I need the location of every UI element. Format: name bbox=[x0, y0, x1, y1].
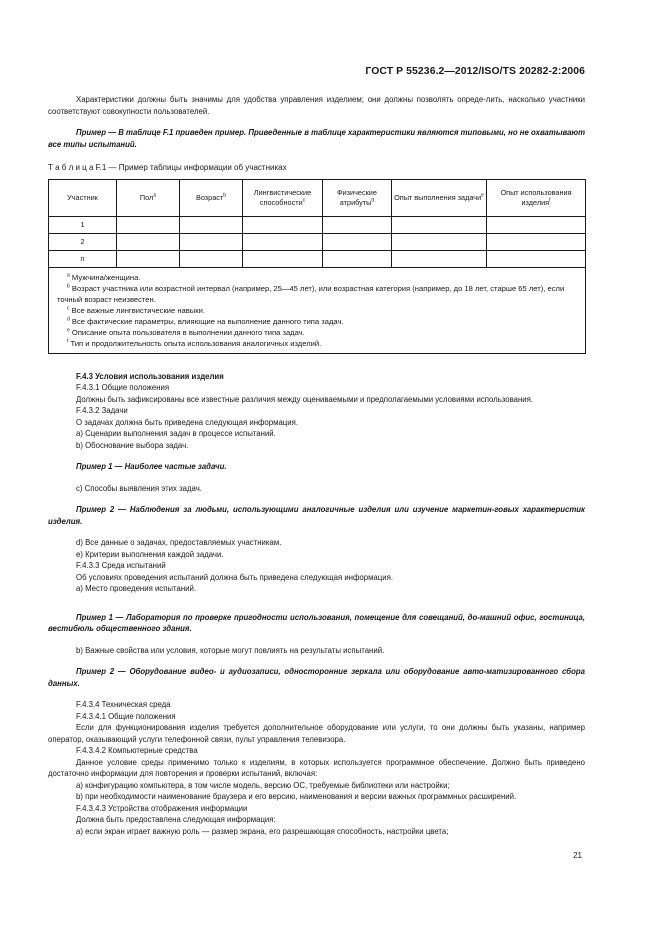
footnote: $^a$ Мужчина/женщина. bbox=[67, 271, 141, 282]
list-item: d) Все данные о задачах, предоставляемых участникам. bbox=[76, 538, 282, 547]
list-item: c) Способы выявления этих задач. bbox=[76, 483, 202, 493]
example: Пример 1 — Лаборатория по проверке пригодности использования, помещение для совещаний, до-машний офис, гостиница, вестибюль общественного здания. bbox=[48, 612, 585, 633]
table-row bbox=[49, 250, 586, 267]
example: Пример 2 — Наблюдения за людьми, использующими аналогичные изделия или изучение маркетин-говых характеристик изделия. bbox=[48, 505, 585, 526]
row-label: n bbox=[49, 250, 117, 267]
table-footnotes-row bbox=[49, 267, 586, 353]
col-participant: Участник bbox=[49, 179, 117, 216]
col-product-experience: Опыт использования изделия$^f$ bbox=[487, 179, 586, 216]
footnote: $^e$ Описание опыта пользователя в выполнении данного типа задач. bbox=[67, 326, 305, 337]
list-item: b) Важные свойства или условия, которые могут повлиять на результаты испытаний. bbox=[76, 645, 385, 655]
intro-example: Пример — В таблице F.1 приведен пример. Приведенные в таблице характеристики являются типовыми, но не охватывают все типы испытаний. bbox=[48, 128, 585, 149]
col-physical: Физические атрибуты$^d$ bbox=[323, 179, 392, 216]
subsection-f434: F.4.3.4 Техническая среда bbox=[76, 700, 171, 709]
list-item: e) Критерии выполнения каждой задачи. bbox=[76, 549, 224, 559]
section-title-f43: F.4.3 Условия использования изделия bbox=[76, 371, 224, 381]
table-caption: Т а б л и ц а F.1 — Пример таблицы информации об участниках bbox=[48, 163, 287, 172]
subsection-f4342: F.4.3.4.2 Компьютерные средства bbox=[76, 746, 198, 755]
footnote: $^b$ Возраст участника или возрастной интервал (например, 25—45 лет), или возрастная категория (например, до 18 лет, старше 65 лет), если точный возраст неизвестен. bbox=[57, 282, 565, 304]
footnote: $^c$ Все важные лингвистические навыки. bbox=[67, 304, 205, 315]
paragraph: О задачах должна быть приведена следующая информация. bbox=[76, 417, 299, 427]
col-linguistic: Лингвистические способности$^c$ bbox=[243, 179, 323, 216]
subsection-f432: F.4.3.2 Задачи bbox=[76, 406, 128, 415]
example: Пример 1 — Наиболее частые задачи. bbox=[76, 462, 227, 471]
list-item: a) Сценарии выполнения задач в процессе испытаний. bbox=[76, 429, 276, 438]
subsection-f433: F.4.3.3 Среда испытаний bbox=[76, 561, 166, 570]
table-footnotes bbox=[49, 267, 586, 353]
col-age: Возраст$^b$ bbox=[180, 179, 243, 216]
subsection-f4343: F.4.3.4.3 Устройства отображения информации bbox=[76, 803, 248, 813]
paragraph: Данное условие среды применимо только к изделиям, в которых используется программное обеспечение. Должно быть приведено достаточно информации для повторения и проверки испытаний, включая: bbox=[48, 757, 585, 778]
subsection-f431: F.4.3.1 Общие положения bbox=[76, 383, 170, 392]
col-gender: Пол$^a$ bbox=[117, 179, 180, 216]
table-row bbox=[49, 233, 586, 250]
footnote: $^d$ Все фактические параметры, влияющие на выполнение данного типа задач. bbox=[67, 315, 344, 326]
subsection-f4341: F.4.3.4.1 Общие положения bbox=[76, 711, 176, 721]
list-item: b) Обоснование выбора задач. bbox=[76, 440, 189, 450]
table-header-row bbox=[49, 179, 586, 216]
page-number: 21 bbox=[573, 851, 582, 860]
page-header-standard: ГОСТ Р 55236.2—2012/ISO/TS 20282-2:2006 bbox=[365, 66, 585, 77]
col-task-experience: Опыт выполнения задачи$^e$ bbox=[392, 179, 487, 216]
list-item: a) конфигурацию компьютера, в том числе модель, версию ОС, требуемые библиотеки или настройки; bbox=[76, 780, 450, 790]
paragraph: Должны быть зафиксированы все известные различия между оцениваемыми и предполагаемыми условиями использования. bbox=[76, 394, 534, 404]
list-item: a) если экран играет важную роль — размер экрана, его разрешающая способность, настройки цвета; bbox=[76, 826, 449, 836]
intro-paragraph: Характеристики должны быть значимы для удобства управления изделием; они должны позволять опреде-лить, насколько участники соответствуют совокупности пользователей. bbox=[48, 95, 585, 116]
paragraph: Если для функционирования изделия требуется дополнительное оборудование или услуги, то они должны быть указаны, например оператор, оказывающий услуги телефонной связи, пульт управления телевизора. bbox=[48, 723, 585, 744]
document-body bbox=[48, 94, 585, 837]
row-label: 1 bbox=[49, 216, 117, 233]
participants-table bbox=[48, 179, 586, 354]
paragraph: Должна быть предоставлена следующая информация: bbox=[76, 815, 276, 824]
footnote: $^f$ Тип и продолжительность опыта использования аналогичных изделий. bbox=[67, 337, 322, 348]
row-label: 2 bbox=[49, 233, 117, 250]
paragraph: Об условиях проведения испытаний должна быть приведена следующая информация. bbox=[76, 572, 393, 582]
list-item: a) Место проведения испытаний. bbox=[76, 584, 197, 593]
table-row bbox=[49, 216, 586, 233]
list-item: b) при необходимости наименование браузера и его версию, наименования и версии важных программных расширений. bbox=[76, 792, 517, 801]
example: Пример 2 — Оборудование видео- и аудиозаписи, односторонние зеркала или оборудование авто-матизированного сбора данных. bbox=[48, 667, 585, 688]
